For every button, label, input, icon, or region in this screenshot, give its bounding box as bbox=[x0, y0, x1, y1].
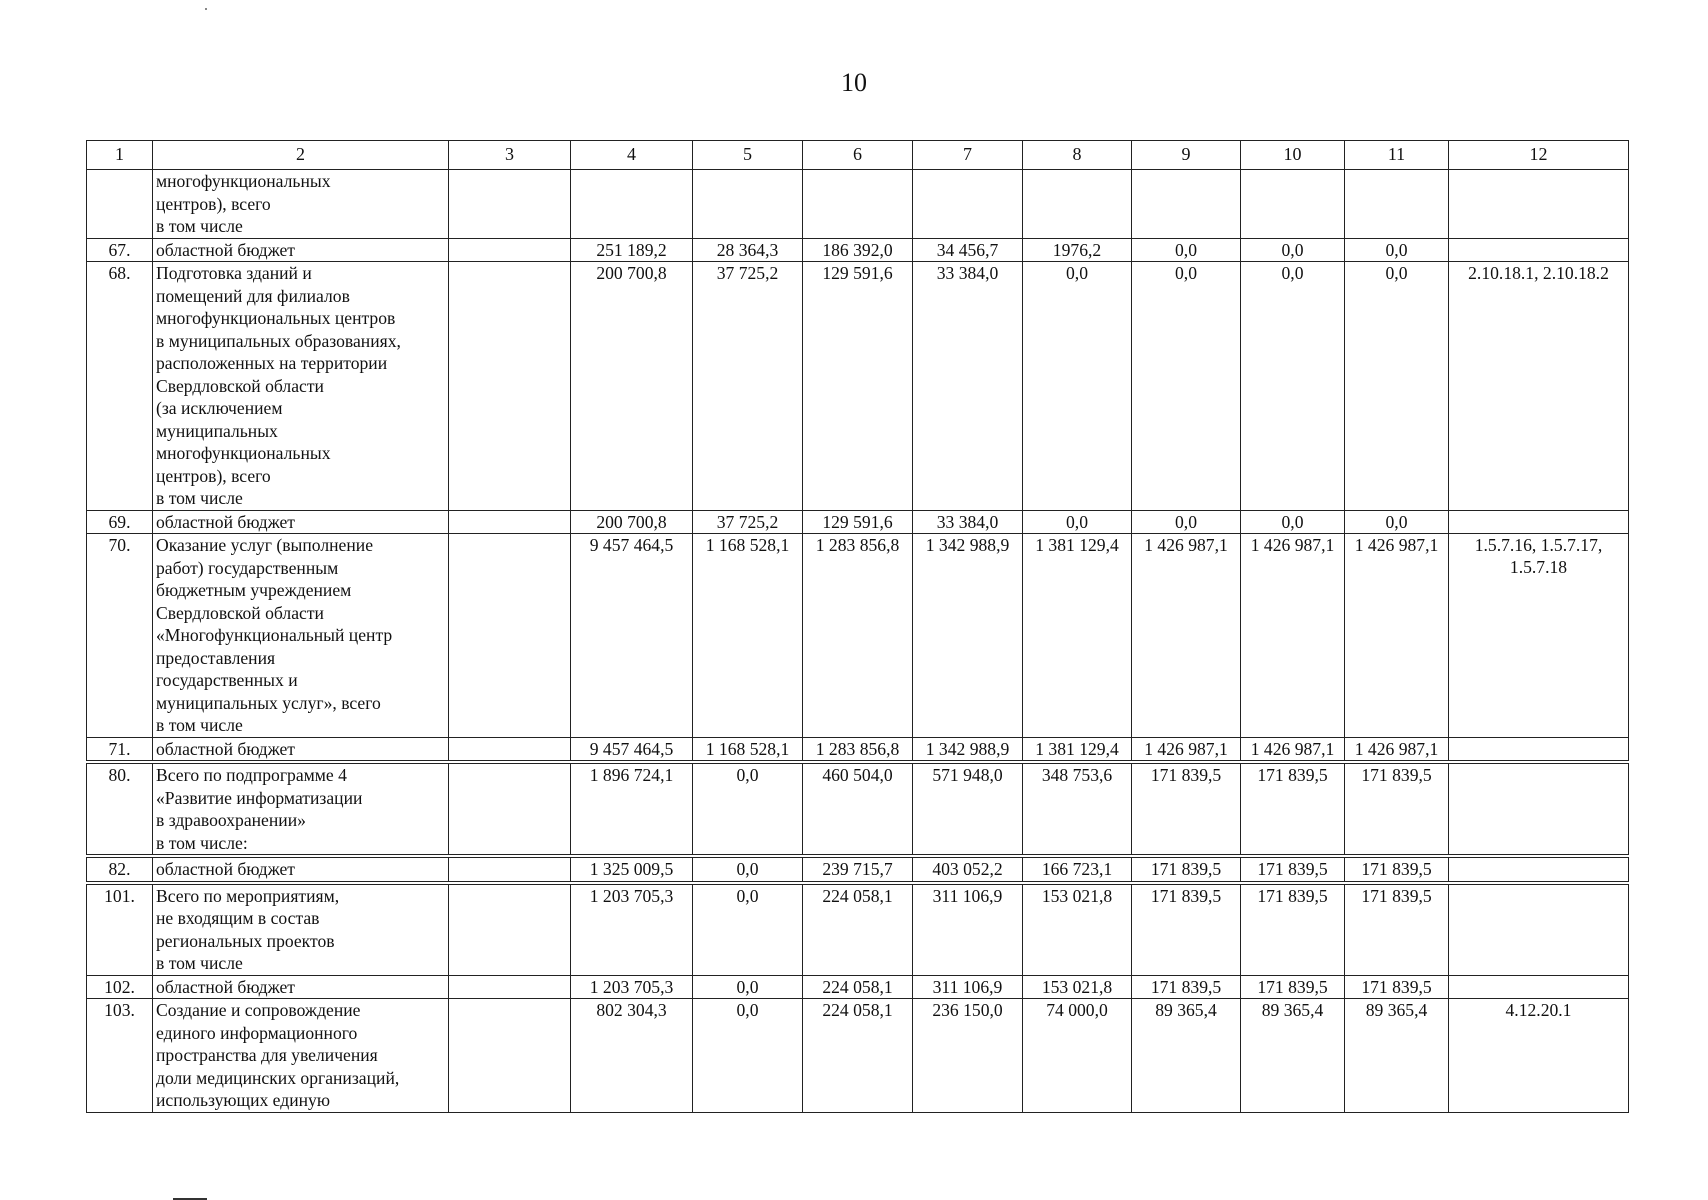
value-cell-col-5: 37 725,2 bbox=[693, 262, 803, 511]
description-line: единого информационного bbox=[156, 1022, 358, 1043]
value-cell-col-8: 74 000,0 bbox=[1023, 999, 1132, 1113]
column-header-7: 7 bbox=[913, 141, 1023, 170]
target-code-cell bbox=[1449, 737, 1629, 762]
description-line: «Многофункциональный центр bbox=[156, 625, 393, 645]
value-cell-col-5: 0,0 bbox=[693, 999, 803, 1113]
column-header-3: 3 bbox=[449, 141, 571, 170]
value-cell-col-6: 186 392,0 bbox=[803, 238, 913, 262]
row-description bbox=[153, 737, 449, 762]
target-code-cell bbox=[1449, 762, 1629, 856]
value-cell-col-9: 1 426 987,1 bbox=[1132, 737, 1241, 762]
value-cell-col-7: 1 342 988,9 bbox=[913, 737, 1023, 762]
description-line: Оказание услуг (выполнение bbox=[156, 535, 374, 555]
value-cell-col-6: 224 058,1 bbox=[803, 883, 913, 976]
description-line: многофункциональных центров bbox=[156, 308, 396, 328]
value-cell-col-11: 171 839,5 bbox=[1345, 762, 1449, 856]
table-row bbox=[87, 975, 1629, 999]
value-cell-col-7: 571 948,0 bbox=[913, 762, 1023, 856]
description-line: центров), всего bbox=[156, 193, 271, 214]
value-cell-col-7: 311 106,9 bbox=[913, 975, 1023, 999]
value-cell-col-5: 0,0 bbox=[693, 883, 803, 976]
column-header-4: 4 bbox=[571, 141, 693, 170]
table-row bbox=[87, 762, 1629, 856]
row-number: 70. bbox=[87, 534, 153, 738]
target-code-cell: 4.12.20.1 bbox=[1449, 999, 1629, 1113]
description-line: Всего по мероприятиям, bbox=[156, 885, 340, 906]
description-line: в том числе bbox=[156, 216, 243, 236]
value-cell-col-6: 129 591,6 bbox=[803, 510, 913, 534]
description-line: региональных проектов bbox=[156, 930, 335, 951]
value-cell-col-6: 224 058,1 bbox=[803, 999, 913, 1113]
column-3-cell bbox=[449, 737, 571, 762]
row-description bbox=[153, 170, 449, 239]
row-description bbox=[153, 856, 449, 883]
column-header-11: 11 bbox=[1345, 141, 1449, 170]
description-line: многофункциональных bbox=[156, 443, 331, 463]
column-header-8: 8 bbox=[1023, 141, 1132, 170]
description-line: в муниципальных образованиях, bbox=[156, 330, 401, 351]
value-cell-col-5 bbox=[693, 170, 803, 239]
value-cell-col-7: 236 150,0 bbox=[913, 999, 1023, 1113]
column-3-cell bbox=[449, 999, 571, 1113]
table-row bbox=[87, 883, 1629, 976]
description-line: муниципальных bbox=[156, 420, 278, 441]
column-3-cell bbox=[449, 510, 571, 534]
scan-speck bbox=[205, 8, 207, 10]
column-3-cell bbox=[449, 534, 571, 738]
row-number: 82. bbox=[87, 856, 153, 883]
target-code-cell bbox=[1449, 975, 1629, 999]
target-code-cell bbox=[1449, 510, 1629, 534]
value-cell-col-7: 33 384,0 bbox=[913, 262, 1023, 511]
value-cell-col-6: 460 504,0 bbox=[803, 762, 913, 856]
description-line: предоставления bbox=[156, 647, 276, 668]
value-cell-col-10: 171 839,5 bbox=[1241, 883, 1345, 976]
row-description bbox=[153, 762, 449, 856]
row-number bbox=[87, 170, 153, 239]
target-code-cell bbox=[1449, 238, 1629, 262]
description-line: (за исключением bbox=[156, 398, 283, 418]
table-body bbox=[87, 170, 1629, 1113]
value-cell-col-11: 171 839,5 bbox=[1345, 856, 1449, 883]
value-cell-col-11 bbox=[1345, 170, 1449, 239]
table-row bbox=[87, 262, 1629, 511]
table-row bbox=[87, 534, 1629, 738]
description-line: многофункциональных bbox=[156, 171, 331, 191]
value-cell-col-6: 1 283 856,8 bbox=[803, 534, 913, 738]
value-cell-col-5: 37 725,2 bbox=[693, 510, 803, 534]
value-cell-col-7: 403 052,2 bbox=[913, 856, 1023, 883]
value-cell-col-5: 0,0 bbox=[693, 762, 803, 856]
value-cell-col-9: 0,0 bbox=[1132, 510, 1241, 534]
value-cell-col-7: 311 106,9 bbox=[913, 883, 1023, 976]
row-description bbox=[153, 510, 449, 534]
target-code-cell bbox=[1449, 856, 1629, 883]
column-header-10: 10 bbox=[1241, 141, 1345, 170]
value-cell-col-5: 1 168 528,1 bbox=[693, 737, 803, 762]
value-cell-col-11: 0,0 bbox=[1345, 510, 1449, 534]
value-cell-col-9: 1 426 987,1 bbox=[1132, 534, 1241, 738]
description-line: Подготовка зданий и bbox=[156, 263, 312, 283]
description-line: областной бюджет bbox=[156, 511, 295, 532]
column-3-cell bbox=[449, 170, 571, 239]
description-line: доли медицинских организаций, bbox=[156, 1067, 400, 1088]
value-cell-col-9: 0,0 bbox=[1132, 262, 1241, 511]
value-cell-col-9: 0,0 bbox=[1132, 238, 1241, 262]
value-cell-col-4: 1 203 705,3 bbox=[571, 975, 693, 999]
value-cell-col-10: 0,0 bbox=[1241, 510, 1345, 534]
column-header-12: 12 bbox=[1449, 141, 1629, 170]
value-cell-col-10: 171 839,5 bbox=[1241, 856, 1345, 883]
row-description bbox=[153, 262, 449, 511]
value-cell-col-7: 33 384,0 bbox=[913, 510, 1023, 534]
column-header-2: 2 bbox=[153, 141, 449, 170]
value-cell-col-9: 171 839,5 bbox=[1132, 975, 1241, 999]
column-3-cell bbox=[449, 975, 571, 999]
value-cell-col-5: 1 168 528,1 bbox=[693, 534, 803, 738]
value-cell-col-5: 28 364,3 bbox=[693, 238, 803, 262]
table-row bbox=[87, 170, 1629, 239]
description-line: областной бюджет bbox=[156, 738, 295, 759]
value-cell-col-11: 0,0 bbox=[1345, 262, 1449, 511]
target-code-cell bbox=[1449, 170, 1629, 239]
description-line: муниципальных услуг», всего bbox=[156, 692, 381, 713]
column-3-cell bbox=[449, 238, 571, 262]
row-number: 103. bbox=[87, 999, 153, 1113]
table-row bbox=[87, 238, 1629, 262]
value-cell-col-5: 0,0 bbox=[693, 856, 803, 883]
column-3-cell bbox=[449, 262, 571, 511]
row-description bbox=[153, 534, 449, 738]
value-cell-col-6: 239 715,7 bbox=[803, 856, 913, 883]
description-line: не входящим в состав bbox=[156, 908, 320, 928]
value-cell-col-11: 1 426 987,1 bbox=[1345, 737, 1449, 762]
value-cell-col-4: 200 700,8 bbox=[571, 262, 693, 511]
description-line: в том числе: bbox=[156, 832, 248, 853]
value-cell-col-11: 89 365,4 bbox=[1345, 999, 1449, 1113]
description-line: в том числе bbox=[156, 715, 243, 735]
value-cell-col-11: 0,0 bbox=[1345, 238, 1449, 262]
value-cell-col-7 bbox=[913, 170, 1023, 239]
row-number: 67. bbox=[87, 238, 153, 262]
value-cell-col-8: 166 723,1 bbox=[1023, 856, 1132, 883]
value-cell-col-9 bbox=[1132, 170, 1241, 239]
value-cell-col-8: 153 021,8 bbox=[1023, 883, 1132, 976]
value-cell-col-11: 171 839,5 bbox=[1345, 883, 1449, 976]
description-line: бюджетным учреждением bbox=[156, 580, 352, 600]
value-cell-col-4: 200 700,8 bbox=[571, 510, 693, 534]
value-cell-col-4: 9 457 464,5 bbox=[571, 737, 693, 762]
description-line: Свердловской области bbox=[156, 602, 324, 623]
value-cell-col-10: 171 839,5 bbox=[1241, 762, 1345, 856]
row-number: 101. bbox=[87, 883, 153, 976]
column-3-cell bbox=[449, 883, 571, 976]
value-cell-col-4 bbox=[571, 170, 693, 239]
table-row bbox=[87, 510, 1629, 534]
value-cell-col-6: 224 058,1 bbox=[803, 975, 913, 999]
description-line: работ) государственным bbox=[156, 557, 339, 578]
row-number: 68. bbox=[87, 262, 153, 511]
value-cell-col-4: 251 189,2 bbox=[571, 238, 693, 262]
description-line: областной бюджет bbox=[156, 859, 295, 879]
value-cell-col-10: 89 365,4 bbox=[1241, 999, 1345, 1113]
page-number: 10 bbox=[841, 68, 867, 97]
header-row bbox=[87, 141, 1629, 170]
value-cell-col-4: 802 304,3 bbox=[571, 999, 693, 1113]
value-cell-col-11: 171 839,5 bbox=[1345, 975, 1449, 999]
value-cell-col-8: 348 753,6 bbox=[1023, 762, 1132, 856]
value-cell-col-4: 1 203 705,3 bbox=[571, 883, 693, 976]
value-cell-col-4: 1 896 724,1 bbox=[571, 762, 693, 856]
description-line: в том числе bbox=[156, 953, 243, 973]
column-header-5: 5 bbox=[693, 141, 803, 170]
budget-table bbox=[86, 140, 1629, 1113]
table-row bbox=[87, 856, 1629, 883]
value-cell-col-8: 0,0 bbox=[1023, 262, 1132, 511]
value-cell-col-10: 1 426 987,1 bbox=[1241, 534, 1345, 738]
row-number: 71. bbox=[87, 737, 153, 762]
description-line: пространства для увеличения bbox=[156, 1045, 378, 1065]
value-cell-col-9: 171 839,5 bbox=[1132, 762, 1241, 856]
value-cell-col-8: 153 021,8 bbox=[1023, 975, 1132, 999]
value-cell-col-4: 1 325 009,5 bbox=[571, 856, 693, 883]
value-cell-col-8: 0,0 bbox=[1023, 510, 1132, 534]
column-header-6: 6 bbox=[803, 141, 913, 170]
value-cell-col-8: 1 381 129,4 bbox=[1023, 534, 1132, 738]
description-line: «Развитие информатизации bbox=[156, 787, 363, 808]
value-cell-col-9: 171 839,5 bbox=[1132, 856, 1241, 883]
row-number: 69. bbox=[87, 510, 153, 534]
value-cell-col-11: 1 426 987,1 bbox=[1345, 534, 1449, 738]
description-line: центров), всего bbox=[156, 465, 271, 486]
description-line: Свердловской области bbox=[156, 375, 324, 396]
target-code-cell: 2.10.18.1, 2.10.18.2 bbox=[1449, 262, 1629, 511]
column-header-9: 9 bbox=[1132, 141, 1241, 170]
description-line: Всего по подпрограмме 4 bbox=[156, 765, 347, 785]
value-cell-col-7: 34 456,7 bbox=[913, 238, 1023, 262]
description-line: областной бюджет bbox=[156, 976, 295, 997]
value-cell-col-7: 1 342 988,9 bbox=[913, 534, 1023, 738]
value-cell-col-10 bbox=[1241, 170, 1345, 239]
value-cell-col-9: 89 365,4 bbox=[1132, 999, 1241, 1113]
column-3-cell bbox=[449, 856, 571, 883]
table-row bbox=[87, 737, 1629, 762]
value-cell-col-4: 9 457 464,5 bbox=[571, 534, 693, 738]
value-cell-col-10: 0,0 bbox=[1241, 238, 1345, 262]
row-number: 80. bbox=[87, 762, 153, 856]
description-line: использующих единую bbox=[156, 1090, 330, 1110]
value-cell-col-8 bbox=[1023, 170, 1132, 239]
table-header bbox=[87, 141, 1629, 170]
value-cell-col-5: 0,0 bbox=[693, 975, 803, 999]
value-cell-col-10: 0,0 bbox=[1241, 262, 1345, 511]
row-description bbox=[153, 238, 449, 262]
value-cell-col-10: 171 839,5 bbox=[1241, 975, 1345, 999]
row-description bbox=[153, 975, 449, 999]
value-cell-col-8: 1976,2 bbox=[1023, 238, 1132, 262]
value-cell-col-6: 1 283 856,8 bbox=[803, 737, 913, 762]
value-cell-col-6 bbox=[803, 170, 913, 239]
value-cell-col-8: 1 381 129,4 bbox=[1023, 737, 1132, 762]
description-line: государственных и bbox=[156, 670, 298, 690]
column-3-cell bbox=[449, 762, 571, 856]
row-description bbox=[153, 883, 449, 976]
target-code-cell: 1.5.7.16, 1.5.7.17, 1.5.7.18 bbox=[1449, 534, 1629, 738]
row-description bbox=[153, 999, 449, 1113]
description-line: помещений для филиалов bbox=[156, 285, 350, 306]
description-line: в том числе bbox=[156, 488, 243, 508]
column-header-1: 1 bbox=[87, 141, 153, 170]
description-line: в здравоохранении» bbox=[156, 810, 306, 830]
value-cell-col-9: 171 839,5 bbox=[1132, 883, 1241, 976]
value-cell-col-10: 1 426 987,1 bbox=[1241, 737, 1345, 762]
target-code-cell bbox=[1449, 883, 1629, 976]
value-cell-col-6: 129 591,6 bbox=[803, 262, 913, 511]
description-line: расположенных на территории bbox=[156, 353, 388, 373]
description-line: областной бюджет bbox=[156, 239, 295, 260]
table-row bbox=[87, 999, 1629, 1113]
description-line: Создание и сопровождение bbox=[156, 1000, 361, 1020]
row-number: 102. bbox=[87, 975, 153, 999]
